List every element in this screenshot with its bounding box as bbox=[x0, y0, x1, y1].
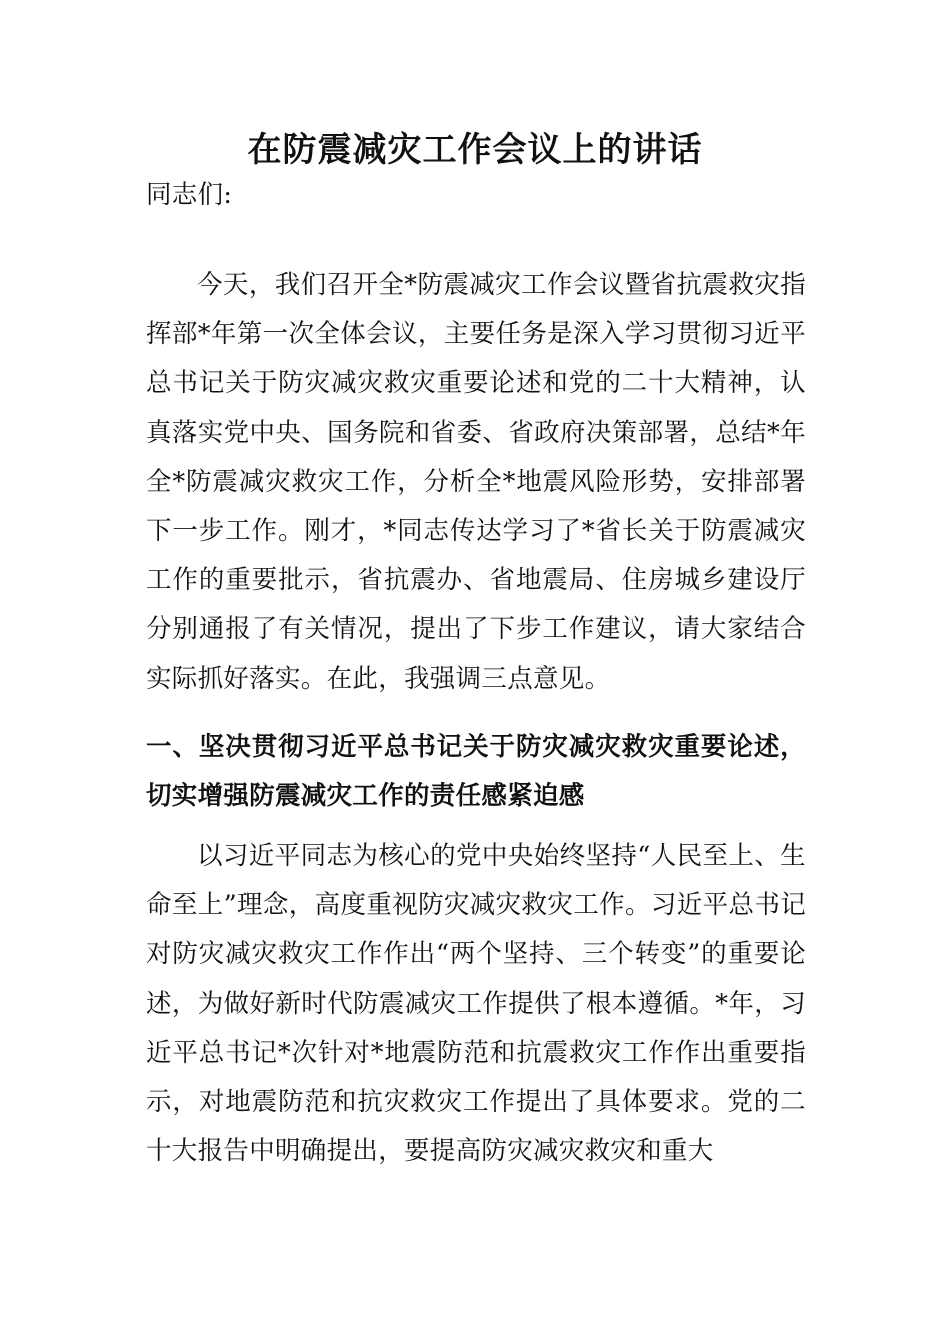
document-title: 在防震减灾工作会议上的讲话 bbox=[247, 130, 703, 170]
paragraph-opening: 今天，我们召开全*防震减灾工作会议暨省抗震救灾指挥部*年第一次全体会议，主要任务是深入学习贯彻习近平总书记关于防灾减灾救灾重要论述和党的二十大精神，认真落实党中央、国务院和省委、省政府决策部署，总结*年全*防震减灾救灾工作，分析全*地震风险形势，安排部署下一步工作。刚才，*同志传达学习了*省长关于防震减灾工作的重要批示，省抗震办、省地震局、住房城乡建设厅分别通报了有关情况，提出了下步工作建议，请大家结合实际抓好落实。在此，我强调三点意见。 bbox=[146, 270, 806, 694]
section-heading-1: 一、坚决贯彻习近平总书记关于防灾减灾救灾重要论述，切实增强防震减灾工作的责任感紧迫感 bbox=[146, 732, 806, 812]
greeting: 同志们: bbox=[146, 180, 233, 210]
paragraph-section-1: 以习近平同志为核心的党中央始终坚持“人民至上、生命至上”理念，高度重视防灾减灾救灾工作。习近平总书记对防灾减灾救灾工作作出“两个坚持、三个转变”的重要论述，为做好新时代防震减灾工作提供了根本遵循。*年，习近平总书记*次针对*地震防范和抗震救灾工作作出重要指示，对地震防范和抗灾救灾工作提出了具体要求。党的二十大报告中明确提出，要提高防灾减灾救灾和重大 bbox=[146, 841, 806, 1167]
